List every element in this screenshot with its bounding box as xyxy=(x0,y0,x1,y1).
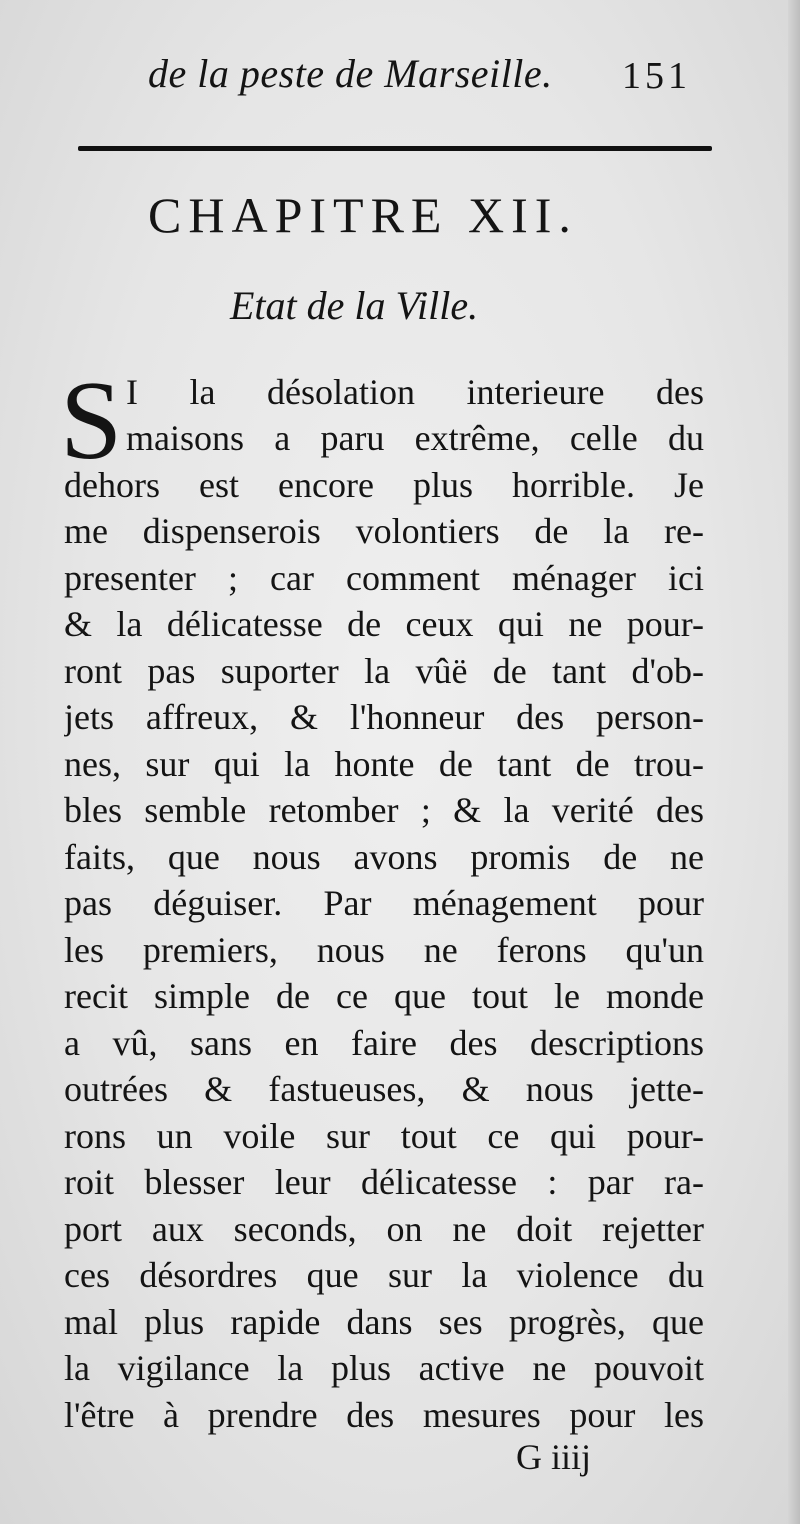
chapter-title: CHAPITRE XII. xyxy=(148,187,578,243)
text-line: maisons a paru extrême, celle du xyxy=(126,418,704,458)
text-line: la vigilance la plus active ne pouvoit xyxy=(64,1348,704,1388)
text-line: roit blesser leur délicatesse : par ra- xyxy=(64,1162,704,1202)
text-line: port aux seconds, on ne doit rejetter xyxy=(64,1209,704,1249)
header-rule xyxy=(78,146,712,151)
text-line: recit simple de ce que tout le monde xyxy=(64,976,704,1016)
text-line: ront pas suporter la vûë de tant d'ob- xyxy=(64,651,704,691)
section-title: Etat de la Ville. xyxy=(230,283,479,328)
text-line: pas déguiser. Par ménagement pour xyxy=(64,883,704,923)
text-line: faits, que nous avons promis de ne xyxy=(64,837,704,877)
text-line: outrées & fastueuses, & nous jette- xyxy=(64,1069,704,1109)
text-line: mal plus rapide dans ses progrès, que xyxy=(64,1302,704,1342)
text-line: & la délicatesse de ceux qui ne pour- xyxy=(64,604,704,644)
text-line: dehors est encore plus horrible. Je xyxy=(64,465,704,505)
text-line: I la désolation interieure des xyxy=(126,372,704,412)
text-line: presenter ; car comment ménager ici xyxy=(64,558,704,598)
drop-cap: S xyxy=(60,359,123,483)
text-line: les premiers, nous ne ferons qu'un xyxy=(64,930,704,970)
signature-mark: G iiij xyxy=(516,1437,592,1477)
text-line: jets affreux, & l'honneur des person- xyxy=(64,697,704,737)
text-line: l'être à prendre des mesures pour les xyxy=(64,1395,704,1435)
text-line: nes, sur qui la honte de tant de trou- xyxy=(64,744,704,784)
page-number: 151 xyxy=(622,55,691,97)
text-line: rons un voile sur tout ce qui pour- xyxy=(64,1116,704,1156)
text-line: a vû, sans en faire des descriptions xyxy=(64,1023,704,1063)
text-line: me dispenserois volontiers de la re- xyxy=(64,511,704,551)
text-line: ces désordres que sur la violence du xyxy=(64,1255,704,1295)
running-head: de la peste de Marseille. xyxy=(148,51,553,96)
text-line: bles semble retomber ; & la verité des xyxy=(64,790,704,830)
